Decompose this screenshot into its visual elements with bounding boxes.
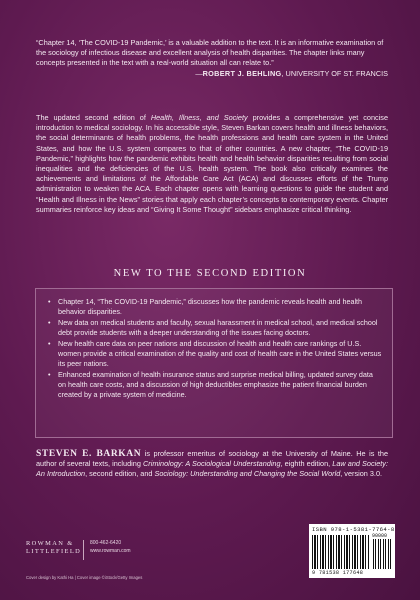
addon-bars <box>373 539 392 569</box>
publisher-logo <box>26 540 82 556</box>
author-bio-text-3: , second edition, and <box>85 469 155 479</box>
cover-credits: Cover design by Kathi Ha | Cover image ©iStock/Getty Images <box>26 575 143 580</box>
price-addon-number: 90000 <box>372 533 388 539</box>
description-book-title: Health, Illness, and Society <box>150 113 248 122</box>
section-title: NEW TO THE SECOND EDITION <box>113 268 307 279</box>
description-paragraph <box>36 113 388 215</box>
author-bio-text-1: is professor emeritus of sociology at the University of Maine. He is the author of several texts, including <box>36 449 389 469</box>
publisher-website: www.rowman.com <box>90 547 131 554</box>
author-book-1: Criminology: A Sociological Understanding <box>143 459 281 469</box>
description-text-1: The updated second edition of <box>36 113 151 122</box>
attribution-affiliation: , UNIVERSITY OF ST. FRANCIS <box>281 68 388 78</box>
author-book-2: Law and Society: An Introduction <box>36 459 388 479</box>
author-book-3: Sociology: Understanding and Changing the Social World <box>154 469 341 479</box>
ean-bars <box>312 535 370 569</box>
feature-item: • New data on medical students and faculty, sexual harassment in medical school, and medical school debt provide students with a deeper understanding of the issues facing doctors. <box>58 318 382 338</box>
description-text-2: provides a comprehensive yet concise introduction to medical sociology. In his accessible style, Steven Barkan covers health and illness behaviors, the social determinants of health problems, the health professions and health care system in the United States, and how the U.S. system compares to that of other countries. A new chapter, “The COVID-19 Pandemic,” highlights how the pandemic exhibits health and health behavior disparities resulting from social inequalities and the deficiencies of the U.S. health system. The book also critically examines the achievements and limitations of the Affordable Care Act (ACA) and discusses efforts of the Trump administration to weaken the ACA. Each chapter opens with learning questions to guide the student and “Health and Illness in the News” stories that apply each chapter’s concepts to contemporary events. Chapter summaries reinforce key ideas and “Giving It Some Thought” sidebars emphasize critical thinking. <box>36 113 389 214</box>
endorsement-quote <box>36 38 388 79</box>
author-bio <box>36 449 388 480</box>
author-bio-text-4: , version 3.0. <box>340 469 383 479</box>
barcode <box>309 524 395 578</box>
attribution-name: ROBERT J. BEHLING <box>202 68 282 78</box>
new-features-box <box>35 288 393 438</box>
publisher-line-2: LITTLEFIELD <box>26 548 82 555</box>
new-features-list <box>36 289 392 400</box>
book-description <box>36 113 388 215</box>
feature-item: • Chapter 14, “The COVID-19 Pandemic,” discusses how the pandemic reveals health and health behavior disparities. <box>58 297 382 317</box>
quote-attribution <box>36 69 388 79</box>
feature-item: • New health care data on peer nations and discussion of health and health care rankings of U.S. women provide a critical examination of the quality and cost of health care in the United States versus its peer nations. <box>58 339 382 369</box>
publisher-phone: 800-462-6420 <box>90 540 122 546</box>
isbn-label: ISBN 978-1-5381-7764-8 <box>312 526 395 533</box>
publisher-line-1: ROWMAN & <box>26 540 74 547</box>
author-name: STEVEN E. BARKAN <box>36 449 142 459</box>
publisher-contact <box>90 540 131 555</box>
quote-text: “Chapter 14, ‘The COVID-19 Pandemic,’ is a valuable addition to the text. It is an informative examination of the sociology of infectious disease and excellent analysis of health disparities. The chapter links many concepts presented in the text with a real-world situation all can relate to.” <box>36 38 384 68</box>
attribution-dash: — <box>195 68 203 78</box>
ean-number: 9 781538 177648 <box>312 570 364 576</box>
feature-item: • Enhanced examination of health insurance status and surprise medical billing, updated survey data on health care costs, and a discussion of high deductibles emphasize the patient financial burden created by a private system of medicine. <box>58 370 382 400</box>
author-bio-text-2: , eighth edition, <box>280 459 333 469</box>
publisher-divider <box>83 540 84 560</box>
